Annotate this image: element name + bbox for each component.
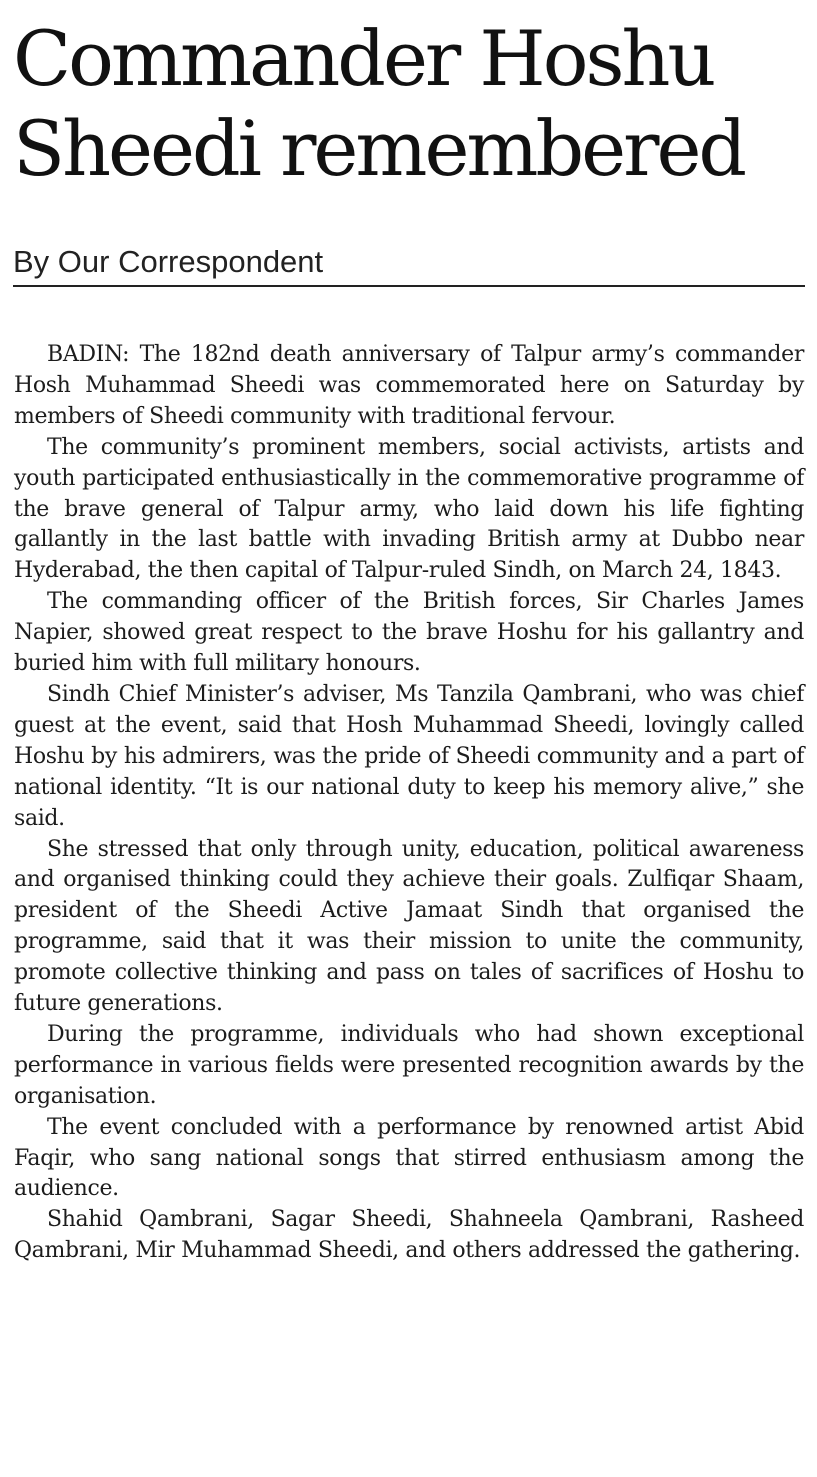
headline-line-2: Sheedi remembered (13, 104, 745, 193)
paragraph-unity: She stressed that only through unity, education, political awareness and organised thinking could they achieve their goals. Zulfiqar Shaam, president of the Sheedi Active Jamaat Sindh that organised the programme, said that it was their mission to unite the community, promote collective thinking and pass on tales of sacrifices of Hoshu to future generations. (14, 836, 804, 1017)
paragraph-chief-guest: Sindh Chief Minister’s adviser, Ms Tanzila Qambrani, who was chief guest at the event, said that Hosh Muhammad Sheedi, lovingly called Hoshu by his admirers, was the pride of Sheedi community and a part of national identity. “It is our national duty to keep his memory alive,” she said. (14, 681, 804, 831)
headline-line-1: Commander Hoshu (13, 14, 714, 103)
byline: By Our Correspondent (13, 240, 805, 287)
article-body (14, 340, 804, 1267)
paragraph-participants: The community’s prominent members, social activists, artists and youth participated enthusiastically in the commemorative programme of the brave general of Talpur army, who laid down his life fighting gallantly in the last battle with invading British army at Dubbo near Hyderabad, the then capital of Talpur-ruled Sindh, on March 24, 1843. (14, 434, 804, 584)
paragraph-napier: The commanding officer of the British forces, Sir Charles James Napier, showed great respect to the brave Hoshu for his gallantry and buried him with full military honours. (14, 589, 804, 677)
paragraph-intro: BADIN: The 182nd death anniversary of Talpur army’s commander Hosh Muhammad Sheedi was commemorated here on Saturday by members of Sheedi community with traditional fervour. (14, 342, 804, 429)
paragraph-performance: The event concluded with a performance by renowned artist Abid Faqir, who sang national songs that stirred enthusiasm among the audience. (14, 1114, 804, 1202)
paragraph-awards: During the programme, individuals who had shown exceptional performance in various fields were presented recognition awards by the organisation. (14, 1021, 804, 1109)
paragraph-speakers: Shahid Qambrani, Sagar Sheedi, Shahneela Qambrani, Rasheed Qambrani, Mir Muhammad Sheedi, and others addressed the gathering. (14, 1207, 804, 1264)
headline (13, 14, 813, 194)
